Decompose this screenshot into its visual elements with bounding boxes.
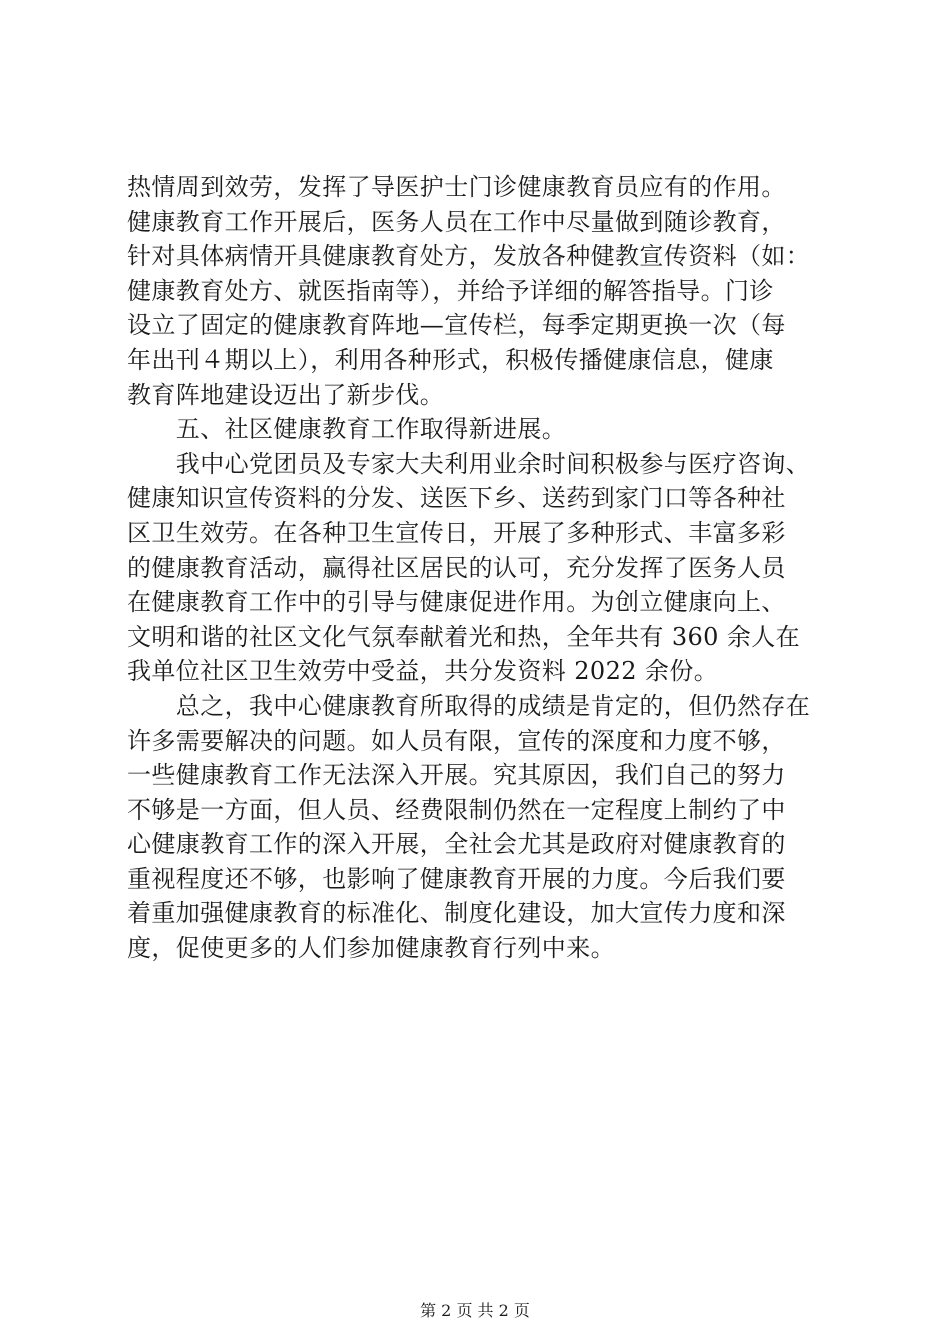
- text-line: 文明和谐的社区文化气氛奉献着光和热，全年共有 360 余人在: [127, 622, 801, 651]
- text-line: 一些健康教育工作无法深入开展。究其原因，我们自己的努力: [127, 761, 786, 790]
- text-line: 设立了固定的健康教育阵地—宣传栏，每季定期更换一次（每: [127, 311, 786, 340]
- text-line: 区卫生效劳。在各种卫生宣传日，开展了多种形式、丰富多彩: [127, 518, 786, 547]
- text-line: 不够是一方面，但人员、经费限制仍然在一定程度上制约了中: [127, 795, 786, 824]
- text-line: 我中心党团员及专家大夫利用业余时间积极参与医疗咨询、: [127, 449, 811, 478]
- text-line: 教育阵地建设迈出了新步伐。: [127, 380, 445, 409]
- text-line: 度，促使更多的人们参加健康教育行列中来。: [127, 934, 615, 963]
- text-line: 健康教育工作开展后，医务人员在工作中尽量做到随诊教育，: [127, 207, 786, 236]
- text-line: 健康教育处方、就医指南等），并给予详细的解答指导。门诊: [127, 276, 774, 305]
- document-body: [127, 170, 830, 966]
- text-line: 重视程度还不够，也影响了健康教育开展的力度。今后我们要: [127, 864, 786, 893]
- text-line: 年出刊４期以上），利用各种形式，积极传播健康信息，健康: [127, 345, 774, 374]
- text-line: 热情周到效劳，发挥了导医护士门诊健康教育员应有的作用。: [127, 173, 786, 201]
- text-line: 在健康教育工作中的引导与健康促进作用。为创立健康向上、: [127, 588, 786, 617]
- text-line: 的健康教育活动，赢得社区居民的认可，充分发挥了医务人员: [127, 553, 786, 582]
- text-line: 针对具体病情开具健康教育处方，发放各种健教宣传资料（如：: [127, 242, 811, 271]
- text-line: 心健康教育工作的深入开展，全社会尤其是政府对健康教育的: [127, 830, 786, 859]
- text-line: 我单位社区卫生效劳中受益，共分发资料 2022 余份。: [127, 657, 719, 686]
- text-line: 健康知识宣传资料的分发、送医下乡、送药到家门口等各种社: [127, 484, 786, 513]
- page-number-footer: 第 2 页 共 2 页: [420, 1301, 530, 1320]
- text-line: 许多需要解决的问题。如人员有限，宣传的深度和力度不够，: [127, 726, 786, 755]
- text-line: 总之，我中心健康教育所取得的成绩是肯定的，但仍然存在: [127, 691, 811, 720]
- section-heading: 五、社区健康教育工作取得新进展。: [127, 415, 567, 444]
- text-line: 着重加强健康教育的标准化、制度化建设，加大宣传力度和深: [127, 899, 786, 928]
